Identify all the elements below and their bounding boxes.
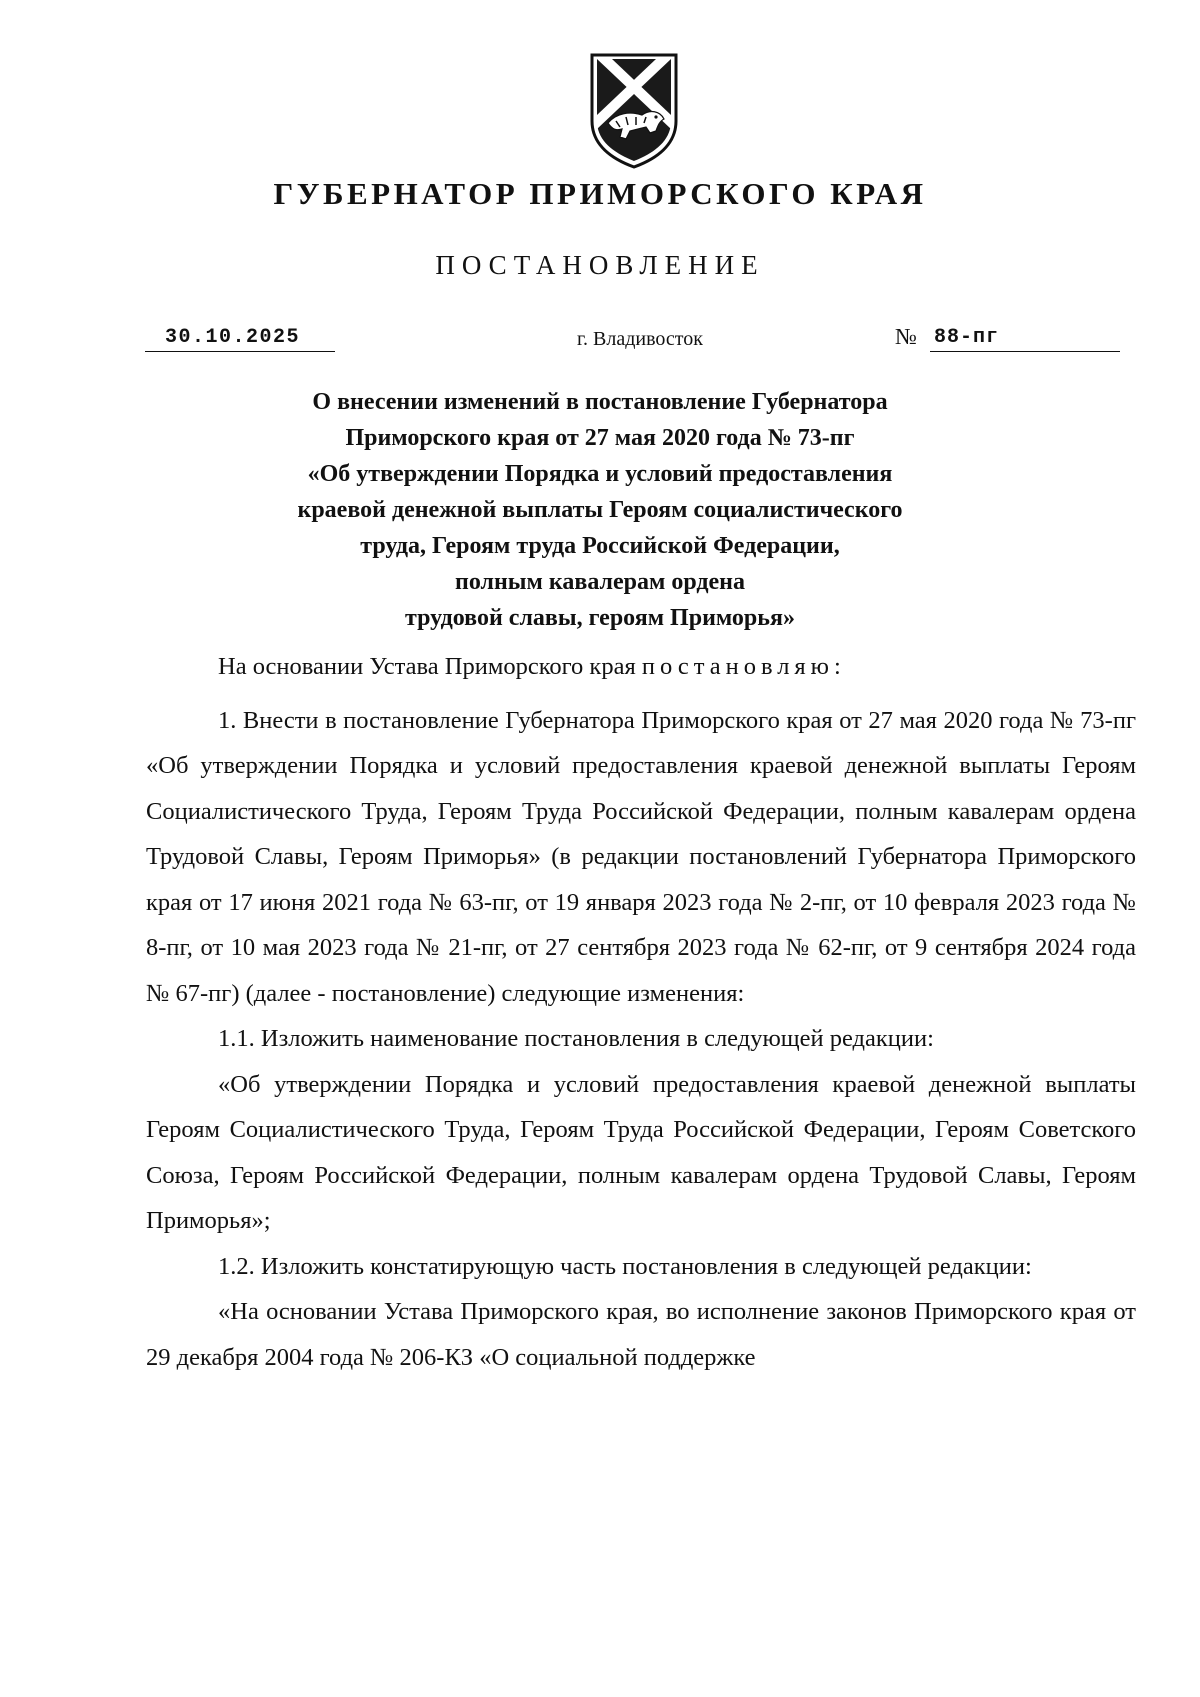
number-value: 88-пг <box>930 326 1120 352</box>
paragraph-1: 1. Внести в постановление Губернатора Приморского края от 27 мая 2020 года № 73-пг «Об утверждении Порядка и условий предоставления краевой денежной выплаты Героям Социалистического Труда, Героям Труда Российской Федерации, полным кавалерам ордена Трудовой Славы, Героям Приморья» (в редакции постановлений Губернатора Приморского края от 17 июня 2021 года № 63-пг, от 19 января 2023 года № 2-пг, от 10 февраля 2023 года № 8-пг, от 10 мая 2023 года № 21-пг, от 27 сентября 2023 года № 62-пг, от 9 сентября 2024 года № 67-пг) (далее - постановление) следующие изменения: <box>146 706 1136 1007</box>
document-body <box>146 644 1136 1380</box>
document-type: ПОСТАНОВЛЕНИЕ <box>435 250 765 280</box>
heading-line: трудовой славы, героям Приморья» <box>405 605 795 631</box>
paragraph-1-1: 1.1. Изложить наименование постановления в следующей редакции: <box>218 1025 934 1052</box>
paragraph-1-1-quote: «Об утверждении Порядка и условий предоставления краевой денежной выплаты Героям Социалистического Труда, Героям Труда Российской Федерации, Героям Советского Союза, Героям Российской Федерации, полным кавалерам ордена Трудовой Славы, Героям Приморья»; <box>146 1070 1136 1234</box>
heading-line: О внесении изменений в постановление Губернатора <box>312 389 888 415</box>
heading-line: Приморского края от 27 мая 2020 года № 73-пг <box>345 425 855 451</box>
document-date: 30.10.2025 <box>145 326 335 352</box>
number-sign: № <box>895 324 917 349</box>
basis-paragraph <box>146 644 1136 690</box>
basis-suffix: : <box>834 653 841 680</box>
heading-line: труда, Героям труда Российской Федерации, <box>360 533 840 559</box>
paragraph-1-2-quote: «На основании Устава Приморского края, во исполнение законов Приморского края от 29 декабря 2004 года № 206-КЗ «О социальной поддержке <box>146 1298 1136 1371</box>
heading-line: краевой денежной выплаты Героям социалистического <box>297 497 903 523</box>
document-heading <box>0 384 1200 636</box>
basis-decision-word: постановляю <box>641 653 834 680</box>
coat-of-arms-icon <box>586 51 682 169</box>
organization-title: ГУБЕРНАТОР ПРИМОРСКОГО КРАЯ <box>273 176 927 211</box>
document-meta-row <box>0 322 1200 362</box>
heading-line: полным кавалерам ордена <box>455 569 745 595</box>
document-number <box>895 324 1120 358</box>
paragraph-1-2: 1.2. Изложить констатирующую часть постановления в следующей редакции: <box>218 1252 1032 1280</box>
basis-text: На основании Устава Приморского края <box>218 653 642 680</box>
heading-line: «Об утверждении Порядка и условий предоставления <box>307 461 893 487</box>
document-city: г. Владивосток <box>577 328 703 350</box>
